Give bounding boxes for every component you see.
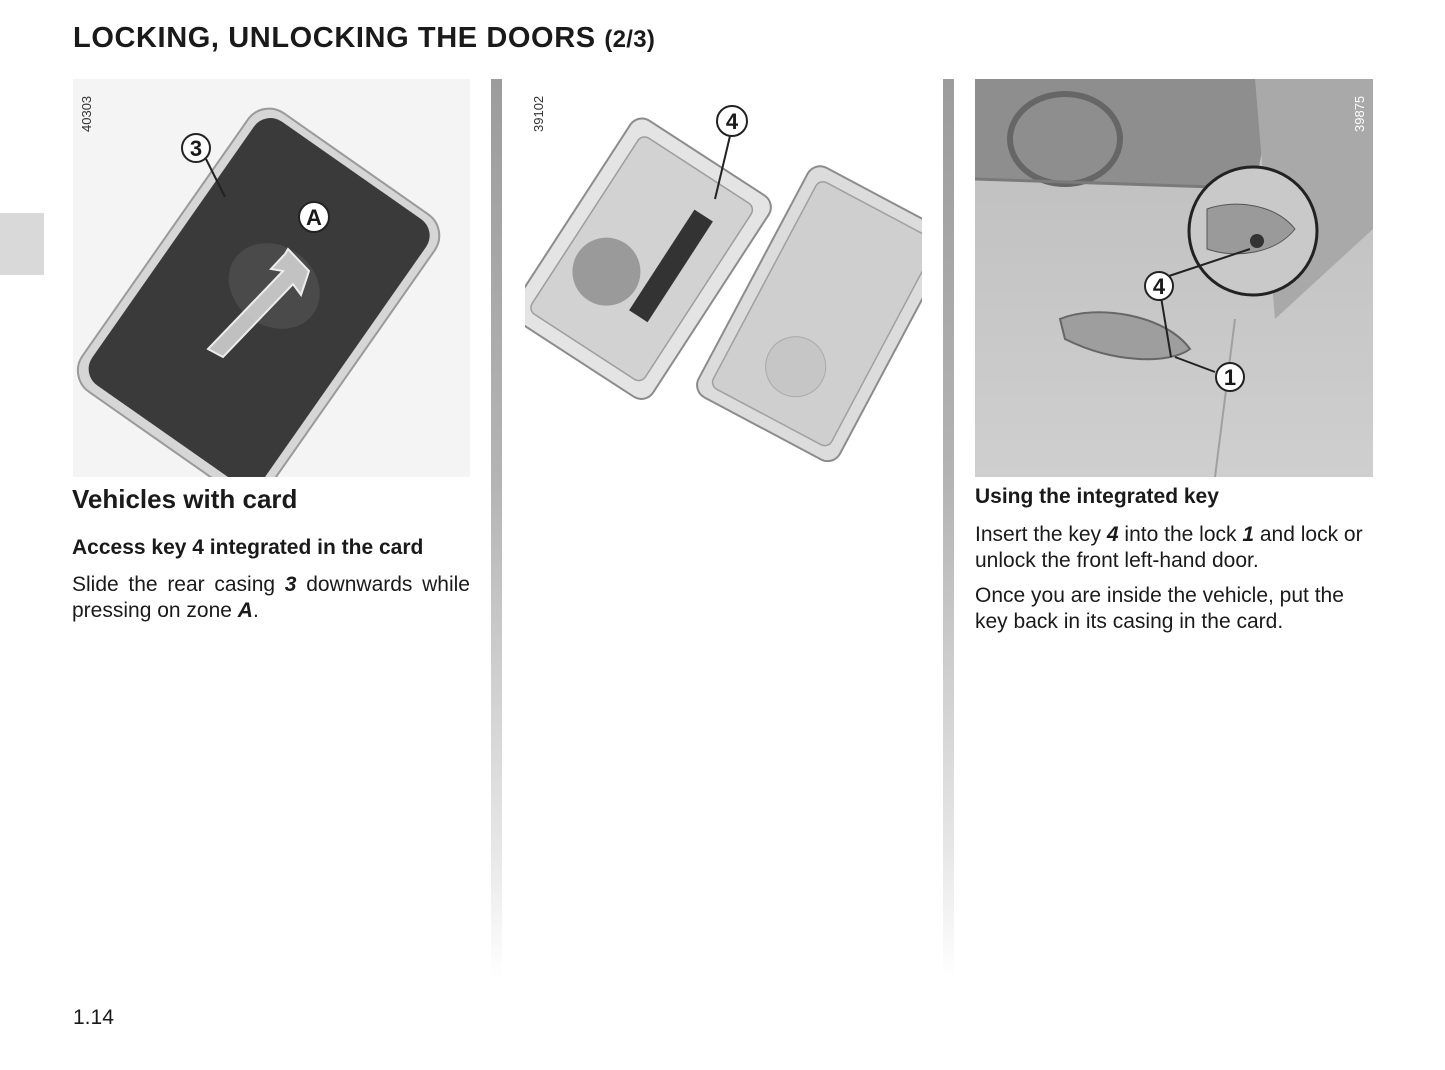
door-lock-photo: [975, 79, 1373, 477]
text-fragment: downwards while pressing on zone: [72, 573, 470, 622]
column-divider: [943, 79, 954, 979]
instruction-paragraph: [72, 572, 470, 624]
lock-callout: 1: [1223, 365, 1237, 390]
text-fragment: .: [252, 599, 259, 622]
card-drawing: [73, 79, 470, 477]
text-fragment: into the lock: [1118, 523, 1243, 546]
title-text: LOCKING, UNLOCKING THE DOORS: [73, 22, 596, 54]
casing-callout: 3: [189, 136, 203, 161]
key-callout: 4: [725, 109, 739, 134]
page-number: 1.14: [73, 1006, 114, 1029]
key-callout: 4: [1152, 274, 1166, 299]
ref-casing: 3: [284, 573, 297, 596]
section-heading: Vehicles with card: [72, 484, 298, 514]
ref-lock: 1: [1242, 523, 1255, 546]
text-fragment: Insert the key: [975, 523, 1107, 546]
title-part: (2/3): [604, 26, 656, 53]
subsection-heading: Access key 4 integrated in the card: [72, 536, 424, 559]
open-card-drawing: [525, 79, 922, 477]
subsection-heading: Using the integrated key: [975, 485, 1219, 508]
ref-zone: A: [237, 599, 253, 622]
page-title: [73, 22, 655, 55]
text-fragment: Slide the rear casing: [72, 573, 285, 596]
instruction-paragraph: [975, 522, 1375, 574]
open-card-illustration: [525, 79, 922, 477]
side-tab: [0, 213, 44, 275]
figure-ref-number: 39102: [531, 95, 546, 132]
instruction-paragraph: Once you are inside the vehicle, put the key back in its casing in the card.: [975, 584, 1344, 633]
text-fragment: and lock or unlock the front left-hand door.: [975, 523, 1363, 572]
card-illustration: [73, 79, 470, 477]
figure-ref-number: 39875: [1352, 95, 1367, 132]
figure-ref-number: 40303: [79, 95, 94, 132]
door-lock-drawing: [975, 79, 1373, 477]
ref-key: 4: [1106, 523, 1119, 546]
column-divider: [491, 79, 502, 979]
zone-callout: A: [306, 205, 322, 230]
